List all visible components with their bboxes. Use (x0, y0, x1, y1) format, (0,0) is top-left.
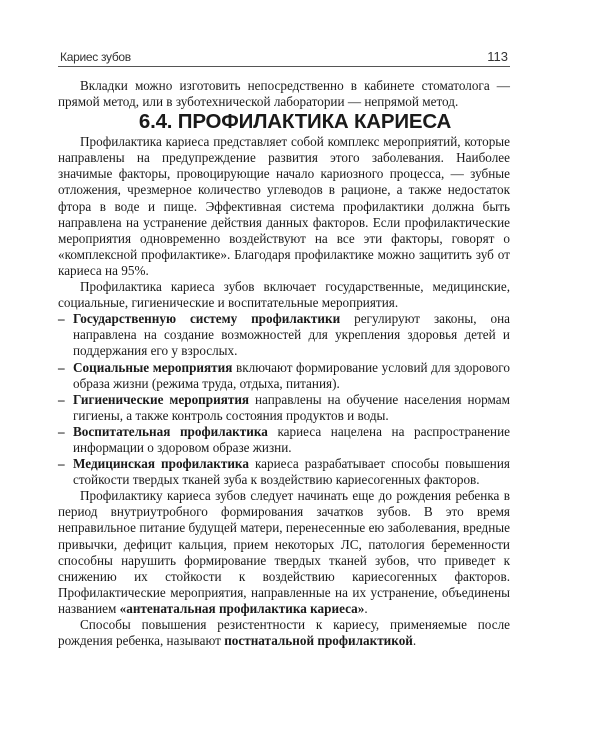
running-header (58, 48, 510, 67)
list-item (58, 392, 510, 424)
list-dash: – (58, 311, 65, 327)
intro-paragraph: Вкладки можно изготовить непосредственно в кабинете стоматолога — прямой метод, или в зуботехнической лаборатории — непрямой метод. (58, 78, 510, 110)
list-dash: – (58, 456, 65, 472)
paragraph-measures: Профилактика кариеса зубов включает государственные, медицинские, социальные, гигиенические и воспитательные мероприятия. (58, 279, 510, 311)
postnatal-term: постнатальной профилактикой (224, 633, 413, 649)
list-text: кариеса разрабатывает способы повышения стойкости твердых тканей зуба к воздействию кариесогенных факторов. (73, 456, 510, 488)
page-number: 113 (487, 49, 508, 64)
list-text: регулируют законы, она направлена на создание возможностей для укрепления здоровья детей и поддержания его у взрослых. (73, 311, 510, 359)
list-dash: – (58, 391, 65, 407)
page-body (58, 78, 510, 649)
running-title: Кариес зубов (60, 50, 131, 64)
antenatal-text: Профилактику кариеса зубов следует начинать еще до рождения ребенка в период внутриутробного формирования зачатков зубов. В это время неправильное питание будущей матери, перенесенные ею заболевания, вредные привычки, дефицит кальция, прием некоторых ЛС, патология беременности способны нарушить формирование твердых тканей зубов, что приведет к снижению их стойкости к воздействию кариесогенных факторов. Профилактические мероприятия, направленные на их устранение, объединены названием (58, 488, 510, 616)
paragraph-antenatal (58, 488, 510, 617)
list-term: Гигиенические мероприятия (73, 391, 250, 407)
postnatal-text: Способы повышения резистентности к кариесу, применяемые после рождения ребенка, называют (58, 617, 510, 649)
list-text: кариеса нацелена на распространение информации о здоровом образе жизни. (73, 423, 510, 455)
list-item (58, 311, 510, 359)
antenatal-term: «антенатальная профилактика кариеса» (119, 600, 365, 616)
list-term: Воспитательная профилактика (73, 423, 268, 439)
paragraph-postnatal (58, 617, 510, 649)
list-term: Социальные мероприятия (73, 359, 233, 375)
postnatal-end: . (412, 633, 417, 649)
measures-list (58, 311, 510, 488)
list-item (58, 360, 510, 392)
list-text: включают формирование условий для здорового образа жизни (режима труда, отдыха, питания). (73, 359, 510, 391)
list-term: Медицинская профилактика (73, 456, 249, 472)
list-item (58, 456, 510, 488)
section-heading: 6.4. ПРОФИЛАКТИКА КАРИЕСА (138, 110, 452, 134)
list-item (58, 424, 510, 456)
antenatal-end: . (364, 600, 368, 616)
paragraph-definition: Профилактика кариеса представляет собой комплекс мероприятий, которые направлены на предупреждение развития этого заболевания. Наиболее значимые факторы, провоцирующие начало кариозного процесса, — зубные отложения, чрезмерное количество углеводов в рационе, а также недостаток фтора в воде и пище. Эффективная система профилактики должна быть направлена на устранение действия данных факторов. Если профилактические мероприятия одновременно воздействуют на все эти факторы, говорят о «комплексной профилактике». Благодаря профилактике можно защитить зуб от кариеса на 95%. (58, 134, 510, 278)
list-dash: – (58, 359, 65, 375)
list-dash: – (58, 423, 65, 439)
list-text: направлены на обучение населения нормам гигиены, а также контроль состояния продуктов и воды. (73, 391, 510, 423)
list-term: Государственную систему профилактики (73, 311, 341, 327)
